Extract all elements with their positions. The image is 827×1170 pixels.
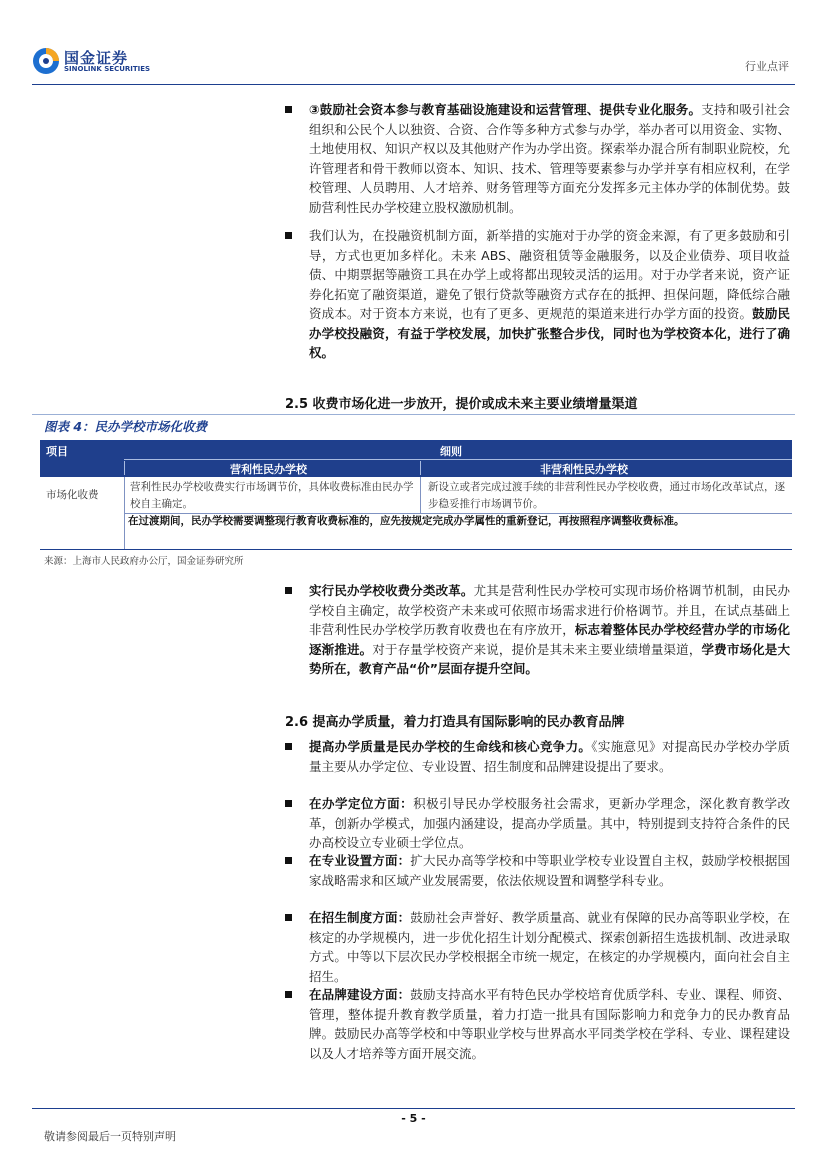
bullet-square-icon: [285, 232, 292, 239]
list-item: [285, 851, 790, 890]
header-item: 项目: [46, 445, 68, 458]
paragraph-text: 扩大民办高等学校和中等职业学校专业设置自主权，鼓励学校根据国家战略需求和区域产业发展需要，依法依规设置和调整学科专业。: [309, 853, 790, 888]
column-divider: [420, 477, 421, 513]
bold-lead: 在品牌建设方面：: [309, 987, 411, 1002]
table-source: 来源：上海市人民政府办公厅，国金证券研究所: [44, 556, 244, 567]
list-item: [285, 794, 790, 853]
header-profit-school: 营利性民办学校: [230, 463, 307, 476]
table-title: 图表 4：民办学校市场化收费: [44, 419, 208, 434]
bullet-square-icon: [285, 587, 292, 594]
paragraph-text: 鼓励支持高水平有特色民办学校培育优质学科、专业、课程、师资、管理，整体提升教育教学质量，着力打造一批具有国际影响力和竞争力的民办教育品牌。鼓励民办高等学校和中等职业学校与世界高水平同类学校在学科、专业、课程建设以及人才培养等方面开展交流。: [309, 987, 790, 1061]
paragraph: [309, 226, 790, 363]
cell-nonprofit: 新设立或者完成过渡手续的非营利性民办学校收费，通过市场化改革试点，逐步稳妥推行市场调节价。: [428, 481, 785, 510]
paragraph-text: 我们认为，在投融资机制方面，新举措的实施对于办学的资金来源，有了更多鼓励和引导，方式也更加多样化。未来 ABS、融资租赁等金融服务，以及企业债券、项目收益债、中期票据等融资工具在办学上或将都出现较灵活的运用。对于办学者来说，资产证券化拓宽了融资渠道，避免了银行贷款等融资方式存在的抵押、担保问题，降低综合融资成本。对于资本方来说，也有了更多、更规范的渠道来进行办学方面的投资。: [309, 228, 790, 321]
footer-divider: [32, 1108, 795, 1109]
list-item: [285, 908, 790, 986]
paragraph: [309, 851, 790, 890]
cell-note: 在过渡期间，民办学校需要调整现行教育收费标准的，应先按规定完成办学属性的重新登记，再按照程序调整收费标准。: [128, 515, 685, 527]
section-heading-2-6: 2.6 提高办学质量，着力打造具有国际影响的民办教育品牌: [285, 715, 625, 730]
bold-conclusion: 鼓励民办学校投融资，有益于学校发展，加快扩张整合步伐，同时也为学校资本化，进行了确权。: [309, 306, 790, 360]
page-header: [0, 0, 827, 86]
section-heading-2-5: 2.5 收费市场化进一步放开，提价或成未来主要业绩增量渠道: [285, 397, 638, 412]
document-type-label: 行业点评: [745, 60, 789, 73]
bullet-square-icon: [285, 800, 292, 807]
bold-lead: 提高办学质量是民办学校的生命线和核心竞争力。: [309, 739, 592, 754]
bold-lead: ③鼓励社会资本参与教育基础设施建设和运营管理、提供专业化服务。: [309, 102, 702, 117]
bold-emphasis: 标志着整体民办学校经营办学的市场化逐渐推进。: [309, 622, 790, 657]
paragraph-text: 鼓励社会声誉好、教学质量高、就业有保障的民办高等职业学校，在核定的办学规模内，进一步优化招生计划分配模式、探索创新招生选拔机制、改进录取方式。中等以下层次民办学校根据全市统一规定，在核定的办学规模内，面向社会自主招生。: [309, 910, 790, 984]
bold-lead: 在专业设置方面：: [309, 853, 411, 868]
bullet-square-icon: [285, 991, 292, 998]
header-divider: [32, 84, 795, 85]
list-item: [285, 985, 790, 1063]
bold-lead: 在招生制度方面：: [309, 910, 411, 925]
header-detail: 细则: [440, 445, 462, 458]
paragraph-text: 支持和吸引社会组织和公民个人以独资、合资、合作等多种方式参与办学，举办者可以用资金、实物、土地使用权、知识产权以及其他财产作为办学出资。探索举办混合所有制职业院校，允许管理者和骨干教师以资本、知识、技术、管理等要素参与办学并享有相应权利，在学校管理、人员聘用、人才培养、财务管理等方面充分发挥多元主体办学的体制优势。鼓励营利性民办学校建立股权激励机制。: [309, 102, 790, 215]
list-item: [285, 226, 790, 363]
paragraph: [309, 581, 790, 679]
paragraph: [309, 100, 790, 217]
bullet-square-icon: [285, 106, 292, 113]
paragraph: [309, 737, 790, 776]
paragraph-text: 积极引导民办学校服务社会需求，更新办学理念，深化教育教学改革，创新办学模式，加强内涵建设，提高办学质量。其中，特别提到支持符合条件的民办高校设立专业硕士学位点。: [309, 796, 790, 850]
paragraph: [309, 908, 790, 986]
bullet-square-icon: [285, 857, 292, 864]
column-divider: [124, 461, 125, 475]
bold-lead: 在办学定位方面：: [309, 796, 414, 811]
paragraph-text: 尤其是营利性民办学校可实现市场价格调节机制，由民办学校自主确定，故学校资产未来或可依照市场需求进行价格调节。并且，在试点基础上非营利性民办学校学历教育收费也在有序放开，: [309, 583, 790, 637]
subheader-divider: [124, 459, 792, 460]
disclaimer-note: 敬请参阅最后一页特别声明: [44, 1130, 176, 1143]
table-header-row: [40, 441, 792, 459]
list-item: [285, 100, 790, 217]
bold-lead: 实行民办学校收费分类改革。: [309, 583, 474, 598]
list-item: [285, 581, 790, 679]
column-divider: [420, 461, 421, 475]
bullet-square-icon: [285, 743, 292, 750]
table-subheader-row: [40, 459, 792, 477]
paragraph: [309, 794, 790, 853]
logo-chinese-name: 国金证券: [64, 49, 129, 67]
company-logo: [32, 47, 162, 79]
section-divider: [32, 414, 795, 415]
paragraph-text: 《实施意见》对提高民办学校办学质量主要从办学定位、专业设置、招生制度和品牌建设提出了要求。: [309, 739, 790, 774]
paragraph: [309, 985, 790, 1063]
fee-table: [40, 440, 792, 527]
cell-profit: 营利性民办学校收费实行市场调节价，具体收费标准由民办学校自主确定。: [130, 481, 414, 510]
bold-emphasis: 学费市场化是大势所在，教育产品“价”层面存提升空间。: [309, 641, 790, 676]
logo-english-name: SINOLINK SECURITIES: [64, 65, 151, 73]
bullet-square-icon: [285, 914, 292, 921]
page-number: - 5 -: [401, 1112, 426, 1125]
paragraph-text: 对于存量学校资产来说，提价是其未来主要业绩增量渠道，: [372, 641, 702, 657]
header-nonprofit-school: 非营利性民办学校: [540, 463, 628, 476]
list-item: [285, 737, 790, 776]
row-label: 市场化收费: [46, 489, 99, 501]
sinolink-logo-icon: [32, 47, 60, 75]
table-bottom-rule: [40, 549, 792, 550]
